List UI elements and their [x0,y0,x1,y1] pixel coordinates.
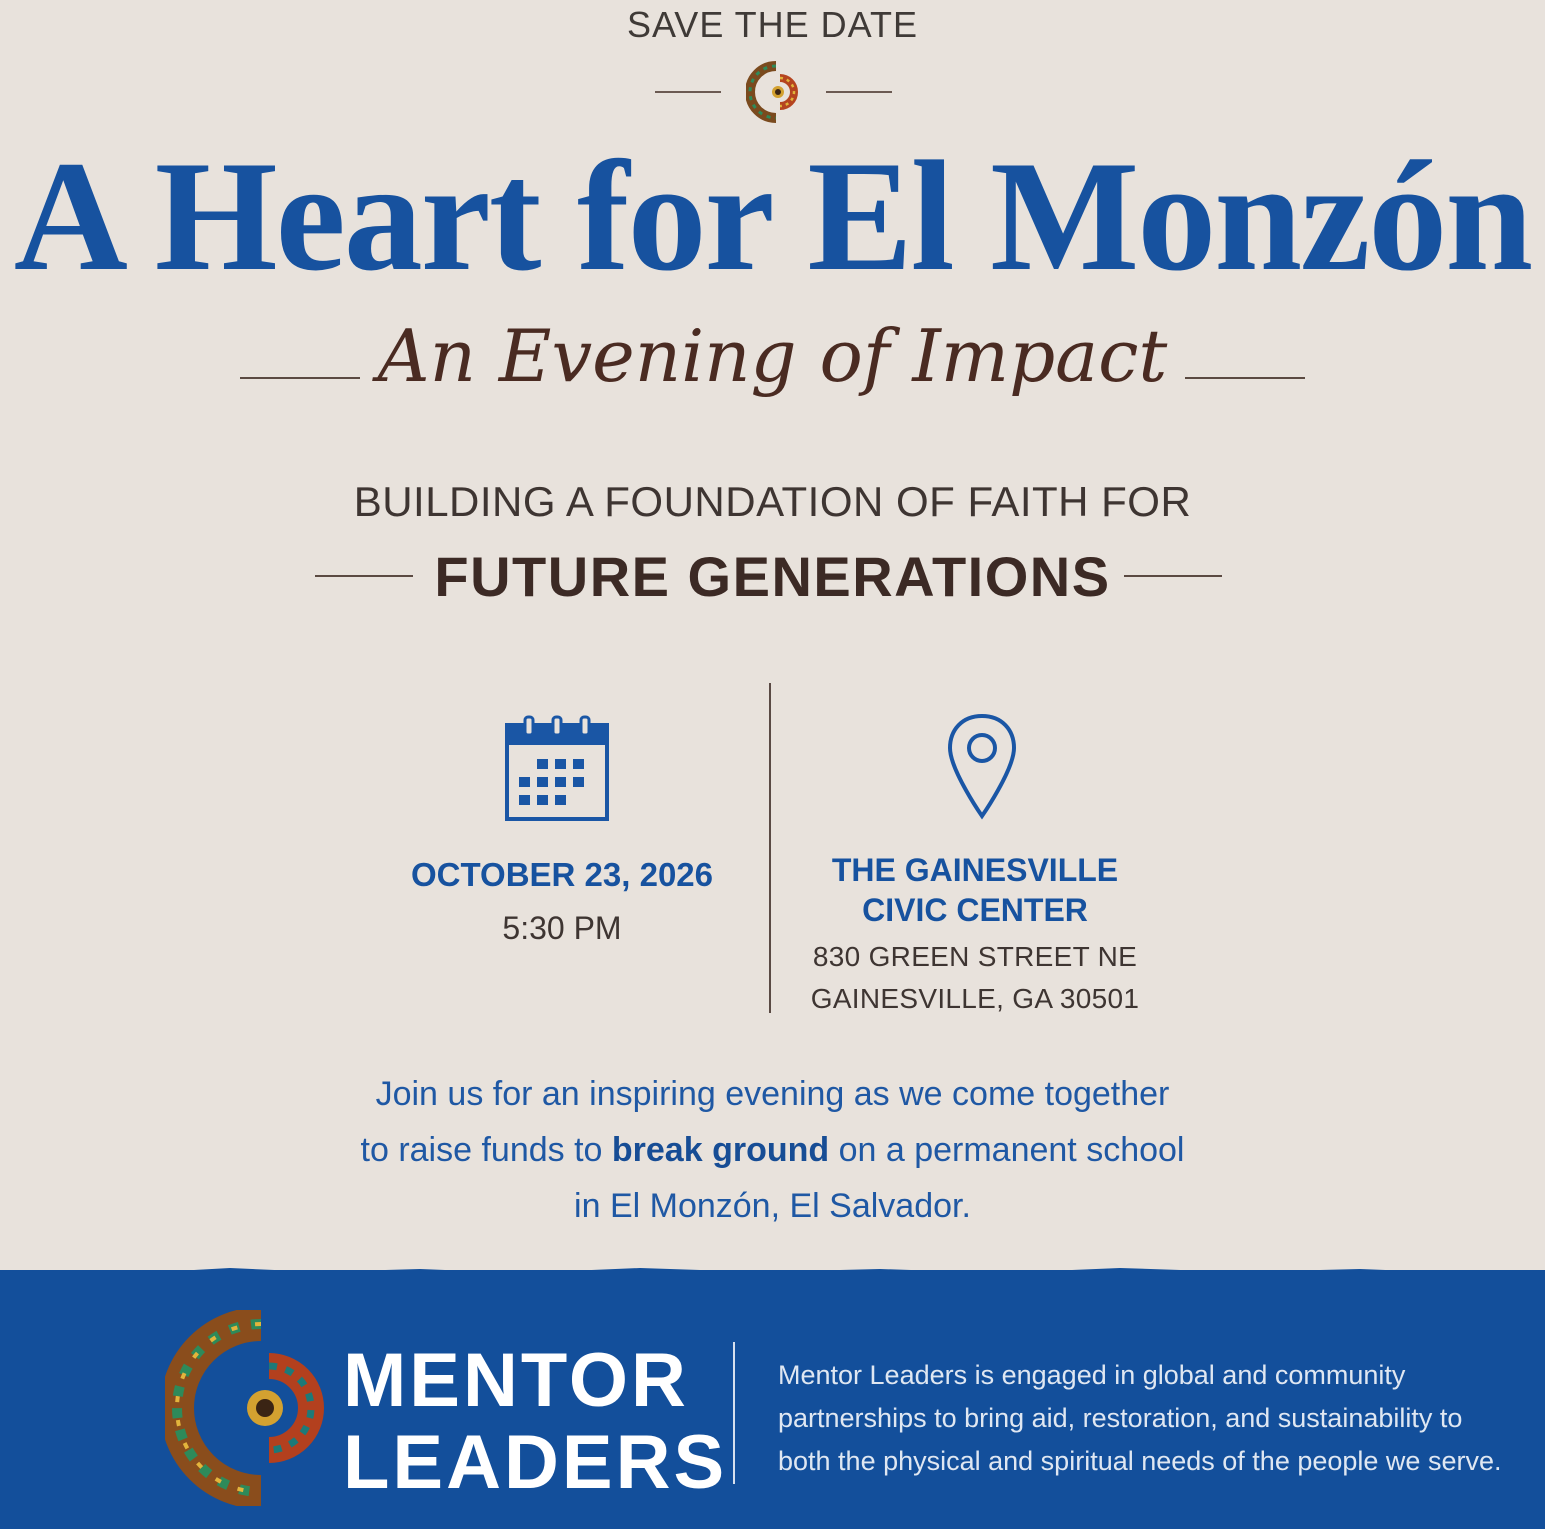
invite-emphasis: break ground [611,1131,830,1169]
invite-line-2 [0,1122,1545,1178]
venue-address [780,936,1170,1020]
venue-line-1: THE GAINESVILLE [831,852,1119,888]
divider-line [1124,575,1222,577]
mentor-leaders-logo-icon [165,1310,329,1506]
event-title: A Heart for El Monzón [13,129,1532,304]
details-divider [769,683,771,1013]
tagline-line-1: BUILDING A FOUNDATION OF FAITH FOR [353,478,1192,525]
brand-name [343,1340,727,1504]
address-line-2: GAINESVILLE, GA 30501 [810,983,1140,1014]
event-subtitle: An Evening of Impact [377,314,1168,398]
brand-line-2: LEADERS [343,1420,728,1505]
venue-line-2: CIVIC CENTER [862,892,1088,928]
save-the-date-label: SAVE THE DATE [626,4,919,45]
brand-line-1: MENTOR [343,1338,689,1423]
invite-line-3: in El Monzón, El Salvador. [574,1187,971,1225]
invite-line-1: Join us for an inspiring evening as we come together [375,1075,1170,1113]
mentor-leaders-logo-icon [746,60,804,124]
tagline-line-2: FUTURE GENERATIONS [434,545,1111,608]
about-line-1: Mentor Leaders is engaged in global and community [778,1360,1406,1390]
event-date: OCTOBER 23, 2026 [410,856,714,893]
map-pin-icon [944,712,1020,822]
divider-line [826,91,892,93]
calendar-icon [505,715,609,821]
invite-text: to raise funds to [360,1131,612,1169]
invitation-text [0,1066,1545,1234]
about-text [778,1354,1508,1483]
divider-line [655,91,721,93]
event-time: 5:30 PM [502,910,622,946]
about-line-3: both the physical and spiritual needs of the people we serve. [778,1446,1502,1476]
address-line-1: 830 GREEN STREET NE [812,941,1138,972]
venue-name [780,850,1170,930]
invite-text: on a permanent school [829,1131,1185,1169]
footer-divider [733,1342,735,1484]
divider-line [1185,377,1305,379]
about-line-2: partnerships to bring aid, restoration, and sustainability to [778,1403,1463,1433]
